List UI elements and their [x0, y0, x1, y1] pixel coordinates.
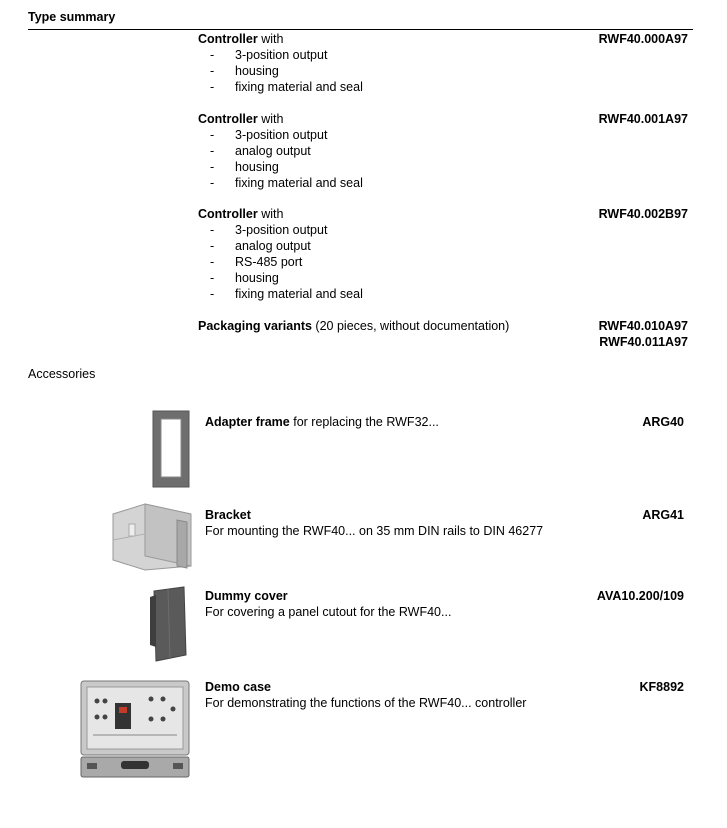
accessory-description: For covering a panel cutout for the RWF40... — [205, 605, 452, 619]
accessory-entry — [205, 679, 605, 711]
product-title: Controller with — [198, 112, 284, 126]
dummy-cover-image — [148, 585, 190, 663]
accessory-title: Adapter frame for replacing the RWF32... — [205, 415, 439, 429]
accessory-code: ARG41 — [642, 508, 684, 522]
accessory-code: KF8892 — [639, 680, 684, 694]
header-divider — [28, 29, 693, 30]
list-item: - housing — [210, 64, 279, 78]
accessory-description: For mounting the RWF40... on 35 mm DIN rails to DIN 46277 — [205, 524, 544, 538]
accessory-code: ARG40 — [642, 415, 684, 429]
accessory-entry — [205, 588, 605, 620]
product-title: Controller with — [198, 207, 284, 221]
accessory-entry — [205, 414, 605, 430]
page-title: Type summary — [28, 10, 116, 24]
accessory-code: AVA10.200/109 — [596, 589, 684, 603]
accessory-description: For demonstrating the functions of the RWF40... controller — [205, 696, 527, 710]
list-item: - analog output — [210, 239, 311, 253]
accessory-entry — [205, 507, 625, 539]
list-item: - RS-485 port — [210, 255, 303, 269]
list-item: - 3-position output — [210, 128, 328, 142]
list-item: - housing — [210, 271, 279, 285]
list-item: - 3-position output — [210, 48, 328, 62]
order-code-line: RWF40.010A97 — [598, 319, 688, 333]
product-title: Packaging variants (20 pieces, without documentation) — [198, 319, 510, 333]
list-item: - 3-position output — [210, 223, 328, 237]
order-code: RWF40.002B97 — [598, 207, 688, 221]
order-code: RWF40.001A97 — [598, 112, 688, 126]
bracket-image — [111, 500, 193, 572]
list-item: - fixing material and seal — [210, 80, 363, 94]
list-item: - fixing material and seal — [210, 176, 363, 190]
accessory-title: Bracket — [205, 508, 251, 522]
adapter-frame-image — [152, 410, 190, 488]
list-item: - fixing material and seal — [210, 287, 363, 301]
demo-case-image — [79, 677, 191, 781]
feature-list — [198, 47, 688, 95]
accessory-title: Demo case — [205, 680, 272, 694]
order-code: RWF40.000A97 — [598, 32, 688, 46]
product-title: Controller with — [198, 32, 284, 46]
list-item: - housing — [210, 160, 279, 174]
order-code-line: RWF40.011A97 — [599, 335, 688, 349]
list-item: - analog output — [210, 144, 311, 158]
feature-list — [198, 127, 688, 191]
order-code — [599, 318, 688, 350]
feature-list — [198, 222, 688, 302]
accessory-title: Dummy cover — [205, 589, 288, 603]
accessories-heading: Accessories — [28, 367, 96, 381]
